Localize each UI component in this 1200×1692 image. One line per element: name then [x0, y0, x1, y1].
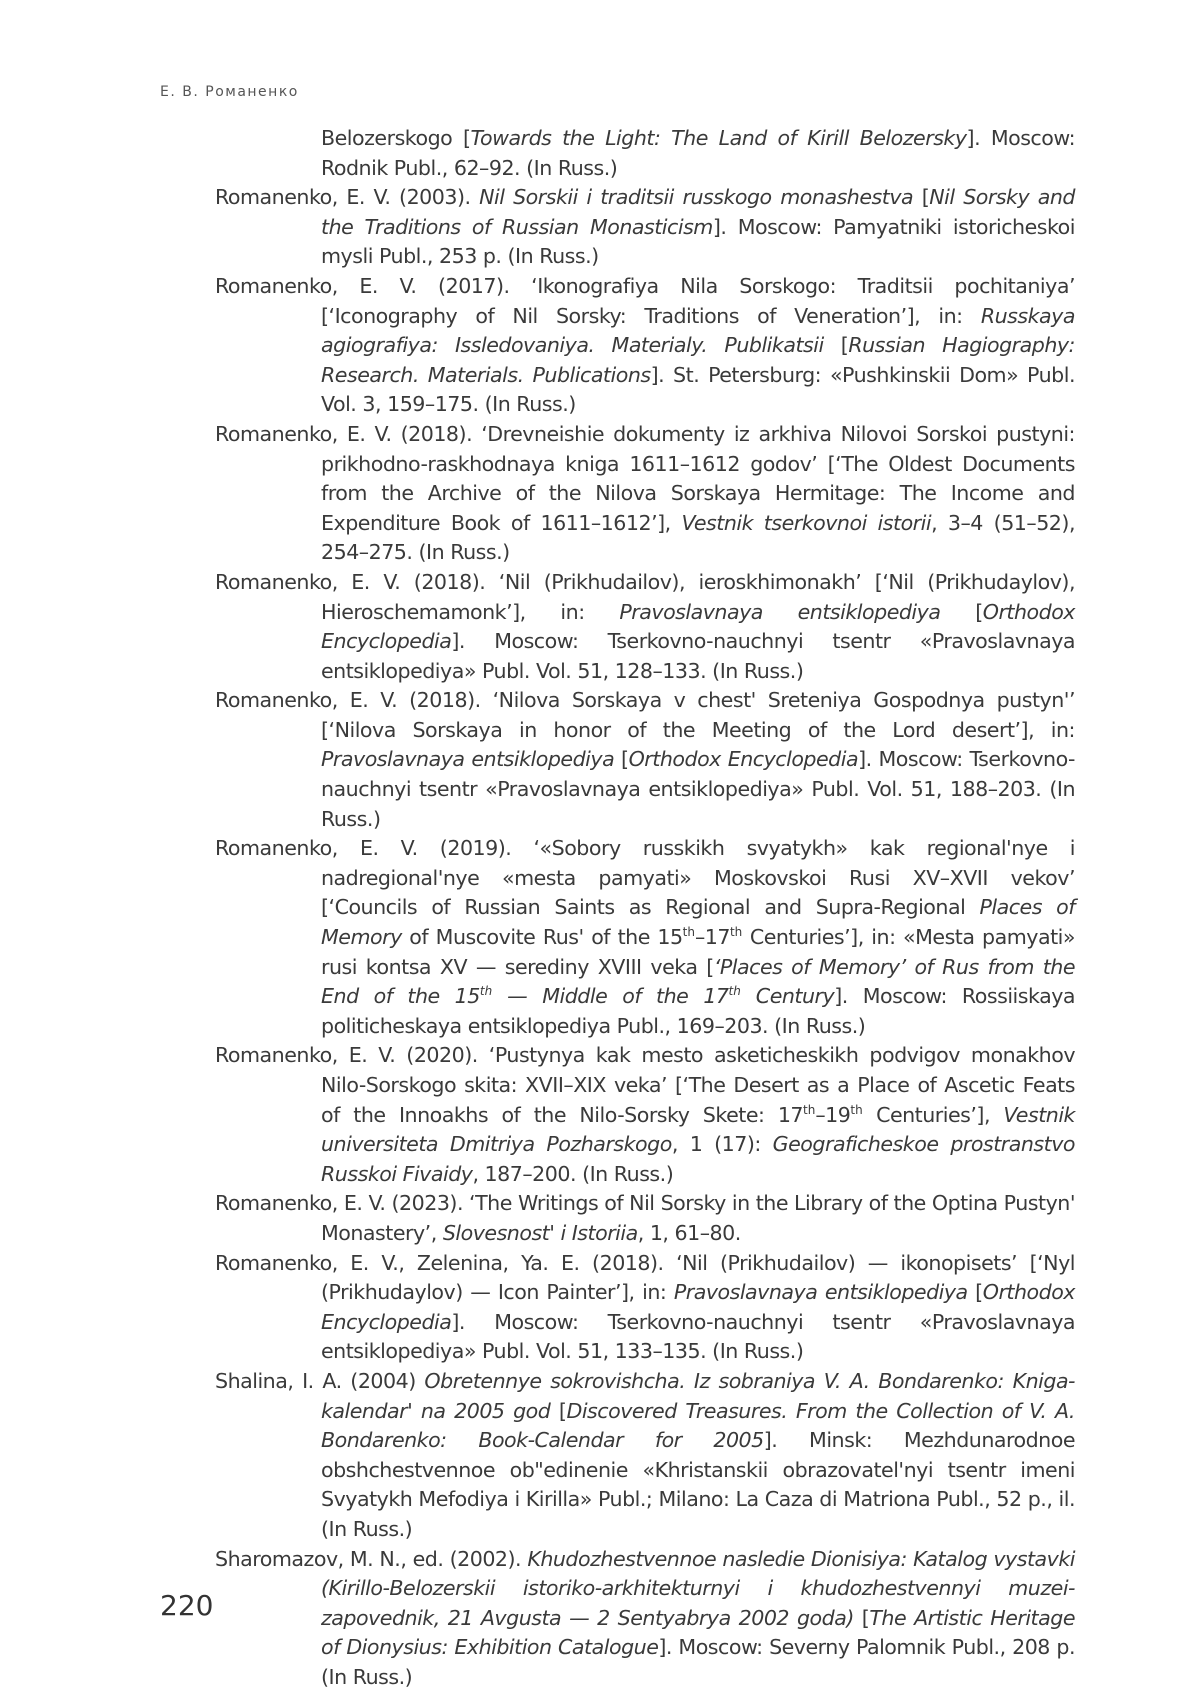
page-number: 220 [160, 1589, 213, 1622]
reference-italic-segment: Russkaya agiografiya: Issledovaniya. Materialy. Publikatsii [321, 304, 1075, 358]
reference-italic-segment: Nil Sorsky and the Traditions of Russian Monasticism [321, 185, 1075, 239]
reference-text-segment: Romanenko, E. V. (2023). ‘The Writings of Nil Sorsky in the Library of the Optina Pustyn' Monastery’, [215, 1191, 1075, 1245]
reference-text-segment: of Muscovite Rus' of the 15 [402, 925, 683, 949]
reference-text-segment: Sharomazov, M. N., ed. (2002). [215, 1547, 527, 1571]
reference-italic-segment: Khudozhestvennoe nasledie Dionisiya: Katalog vystavki (Kirillo-Belozerskii istoriko-arkhitekturnyi i khudozhestvennyi muzei-zapovednik, 21 Avgusta — 2 Sentyabrya 2002 goda) [321, 1547, 1075, 1630]
reference-entry [215, 420, 1075, 568]
reference-text-segment: –19 [815, 1103, 850, 1127]
reference-italic-segment: The Artistic Heritage of Dionysius: Exhibition Catalogue [321, 1606, 1075, 1660]
reference-entry [215, 1367, 1075, 1545]
reference-italic-segment: Vestnik universiteta Dmitriya Pozharskogo [321, 1103, 1075, 1157]
reference-italic-segment: th [480, 984, 492, 1008]
reference-text-segment: [ [940, 600, 982, 624]
reference-italic-segment: Pravoslavnaya entsiklopediya [321, 747, 614, 771]
reference-italic-segment: Discovered Treasures. From the Collection of V. A. Bondarenko: Book-Calendar for 2005 [321, 1399, 1075, 1453]
reference-text-segment: ]. St. Petersburg: «Pushkinskii Dom» Publ. Vol. 3, 159–175. (In Russ.) [321, 363, 1075, 417]
reference-entry [215, 686, 1075, 834]
reference-text-segment: ]. Moscow: Tserkovno-nauchnyi tsentr «Pravoslavnaya entsiklopediya» Publ. Vol. 51, 188–203. (In Russ.) [321, 747, 1075, 830]
reference-entry [215, 1189, 1075, 1248]
reference-text-segment: , 1, 61–80. [638, 1221, 741, 1245]
reference-text-segment: Romanenko, E. V. (2017). ‘Ikonografiya Nila Sorskogo: Traditsii pochitaniya’ [‘Iconography of Nil Sorsky: Traditions of Veneration’], in: [215, 274, 1075, 328]
reference-entry [215, 1249, 1075, 1367]
reference-text-segment: Romanenko, E. V. (2020). ‘Pustynya kak mesto asketicheskikh podvigov monakhov Nilo-Sorskogo skita: XVII–XIX veka’ [‘The Desert as a Place of Ascetic Feats of the Innoakhs of the Nilo-Sorsky Skete: 17 [215, 1043, 1075, 1126]
reference-italic-segment: Towards the Light: The Land of Kirill Belozersky [471, 126, 967, 150]
reference-text-segment: ]. Moscow: Severny Palomnik Publ., 208 p. (In Russ.) [321, 1635, 1075, 1689]
reference-italic-segment: Orthodox Encyclopedia [629, 747, 858, 771]
reference-text-segment: Romanenko, E. V. (2018). ‘Nil (Prikhudailov), ieroskhimonakh’ [‘Nil (Prikhudaylov), Hieroschemamonk’], in: [215, 570, 1075, 624]
reference-text-segment: Centuries’], [863, 1103, 1004, 1127]
reference-list [215, 124, 1075, 1692]
reference-text-segment: [ [968, 1280, 983, 1304]
reference-text-segment: ]. Moscow: Tserkovno-nauchnyi tsentr «Pravoslavnaya entsiklopediya» Publ. Vol. 51, 128–133. (In Russ.) [321, 629, 1075, 683]
reference-text-segment: th [850, 1103, 862, 1127]
reference-italic-segment: Russian Hagiography: Research. Materials. Publications [321, 333, 1075, 387]
reference-text-segment: Romanenko, E. V., Zelenina, Ya. E. (2018). ‘Nil (Prikhudailov) — ikonopisets’ [‘Nyl (Prikhudaylov) — Icon Painter’], in: [215, 1251, 1075, 1305]
reference-italic-segment: Pravoslavnaya entsiklopediya [619, 600, 940, 624]
reference-italic-segment: Pravoslavnaya entsiklopediya [674, 1280, 968, 1304]
reference-text-segment: ]. Moscow: Rossiiskaya politicheskaya entsiklopediya Publ., 169–203. (In Russ.) [321, 984, 1075, 1038]
reference-text-segment: [ [550, 1399, 566, 1423]
reference-text-segment: Romanenko, E. V. (2018). ‘Drevneishie dokumenty iz arkhiva Nilovoi Sorskoi pustyni: prikhodno-raskhodnaya kniga 1611–1612 godov’ [‘The Oldest Documents from the Archive of the Nilova Sorskaya Hermitage: The Income and Expenditure Book of 1611–1612’], [215, 422, 1075, 535]
reference-text-segment: th [730, 925, 742, 949]
reference-italic-segment: Obretennye sokrovishcha. Iz sobraniya V. A. Bondarenko: Kniga-kalendar' na 2005 god [321, 1369, 1075, 1423]
reference-text-segment: [ [614, 747, 628, 771]
running-head: Е. В. Романенко [160, 84, 299, 100]
reference-text-segment: [ [854, 1606, 869, 1630]
reference-entry [215, 834, 1075, 1041]
reference-italic-segment: Places of Memory [321, 895, 1075, 949]
reference-text-segment: Belozerskogo [ [321, 126, 471, 150]
reference-text-segment: th [803, 1103, 815, 1127]
reference-italic-segment: Nil Sorskii i traditsii russkogo monashestva [479, 185, 913, 209]
reference-italic-segment: Geograficheskoe prostranstvo Russkoi Fivaidy [321, 1132, 1075, 1186]
reference-entry [215, 272, 1075, 420]
reference-italic-segment: Slovesnost' i Istoriia [443, 1221, 638, 1245]
reference-text-segment: , 187–200. (In Russ.) [472, 1162, 673, 1186]
reference-italic-segment: Orthodox Encyclopedia [321, 1280, 1075, 1334]
reference-text-segment: ]. Minsk: Mezhdunarodnoe obshchestvennoe ob"edinenie «Khristanskii obrazovatel'nyi tsentr imeni Svyatykh Mefodiya i Kirilla» Publ.; Milano: La Caza di Matriona Publ., 52 p., il. (In Russ.) [321, 1428, 1075, 1541]
reference-text-segment: , 3–4 (51–52), 254–275. (In Russ.) [321, 511, 1075, 565]
reference-entry [215, 183, 1075, 272]
reference-text-segment: Romanenko, E. V. (2019). ‘«Sobory russkikh svyatykh» kak regional'nye i nadregional'nye «mesta pamyati» Moskovskoi Rusi XV–XVII vekov’ [‘Councils of Russian Saints as Regional and Supra-Regional [215, 836, 1075, 919]
reference-text-segment: Romanenko, E. V. (2018). ‘Nilova Sorskaya v chest' Sreteniya Gospodnya pustyn'’ [‘Nilova Sorskaya in honor of the Meeting of the Lord desert’], in: [215, 688, 1075, 742]
reference-text-segment: ]. Moscow: Pamyatniki istoricheskoi mysli Publ., 253 p. (In Russ.) [321, 215, 1075, 269]
reference-entry [215, 1545, 1075, 1692]
reference-text-segment: [ [913, 185, 929, 209]
reference-text-segment: ]. Moscow: Tserkovno-nauchnyi tsentr «Pravoslavnaya entsiklopediya» Publ. Vol. 51, 133–135. (In Russ.) [321, 1310, 1075, 1364]
reference-italic-segment: Vestnik tserkovnoi istorii [681, 511, 931, 535]
reference-text-segment: –17 [695, 925, 730, 949]
reference-italic-segment: ‘Places of Memory’ of Rus from the End of the 15 [321, 955, 1075, 1009]
reference-text-segment: Romanenko, E. V. (2003). [215, 185, 479, 209]
reference-text-segment: Shalina, I. A. (2004) [215, 1369, 424, 1393]
reference-text-segment: [ [824, 333, 849, 357]
reference-entry [215, 1041, 1075, 1189]
reference-italic-segment: Orthodox Encyclopedia [321, 600, 1075, 654]
reference-text-segment: Centuries’], in: «Mesta pamyati» rusi kontsa XV — serediny XVIII veka [ [321, 925, 1075, 979]
reference-entry [215, 124, 1075, 183]
reference-italic-segment: Century [741, 984, 834, 1008]
reference-italic-segment: — Middle of the 17 [492, 984, 728, 1008]
reference-italic-segment: th [729, 984, 741, 1008]
reference-text-segment: , 1 (17): [672, 1132, 773, 1156]
reference-entry [215, 568, 1075, 686]
reference-text-segment: th [683, 925, 695, 949]
reference-text-segment: ]. Moscow: Rodnik Publ., 62–92. (In Russ.) [321, 126, 1075, 180]
